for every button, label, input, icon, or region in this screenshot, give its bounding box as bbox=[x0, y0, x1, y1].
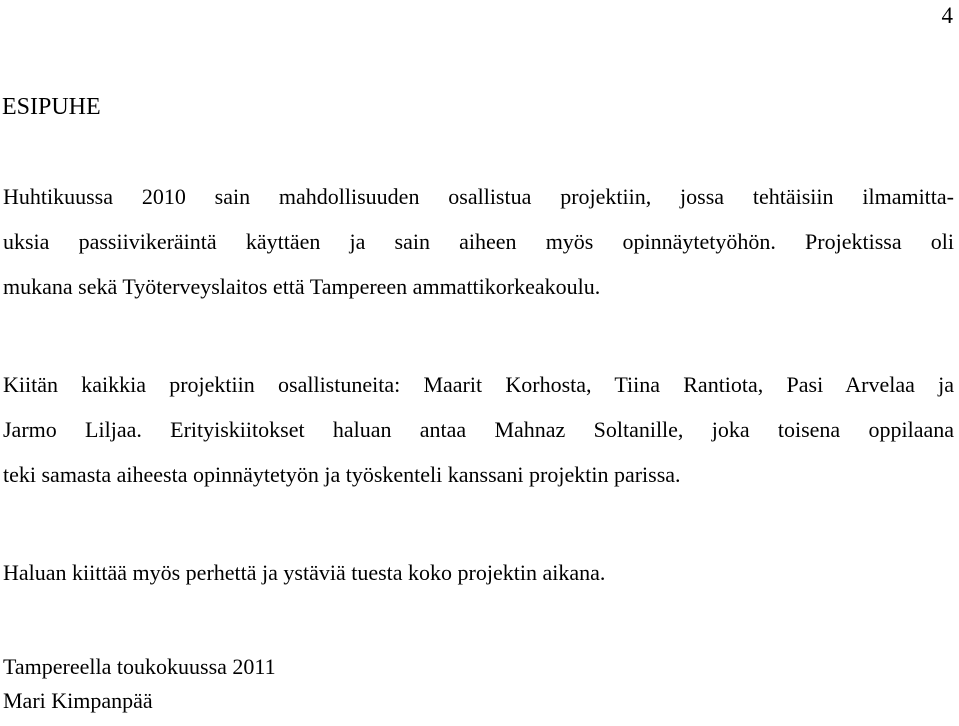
paragraph-intro bbox=[3, 174, 954, 309]
paragraph-line: mukana sekä Työterveyslaitos että Tampereen ammattikorkeakoulu. bbox=[3, 274, 601, 299]
signature-place-date: Tampereella toukokuussa 2011 bbox=[3, 654, 276, 679]
paragraph-line: uksia passiivikeräintä käyttäen ja sain aiheen myös opinnäytetyöhön. Projektissa oli bbox=[3, 229, 954, 254]
paragraph-line: Huhtikuussa 2010 sain mahdollisuuden osallistua projektiin, jossa tehtäisiin ilmamitta- bbox=[3, 184, 954, 209]
paragraph-line: Jarmo Liljaa. Erityiskiitokset haluan antaa Mahnaz Soltanille, joka toisena oppilaana bbox=[3, 417, 954, 442]
paragraph-thanks bbox=[3, 362, 954, 497]
page-number: 4 bbox=[941, 3, 953, 28]
paragraph-line: Haluan kiittää myös perhettä ja ystäviä tuesta koko projektin aikana. bbox=[3, 560, 606, 585]
paragraph-family bbox=[3, 550, 954, 595]
paragraph-line: teki samasta aiheesta opinnäytetyön ja työskenteli kanssani projektin parissa. bbox=[3, 462, 681, 487]
page-title: ESIPUHE bbox=[2, 94, 101, 120]
signature-block bbox=[3, 650, 276, 718]
paragraph-line: Kiitän kaikkia projektiin osallistuneita: Maarit Korhosta, Tiina Rantiota, Pasi Arvelaa ja bbox=[3, 372, 954, 397]
signature-author: Mari Kimpanpää bbox=[3, 688, 153, 713]
